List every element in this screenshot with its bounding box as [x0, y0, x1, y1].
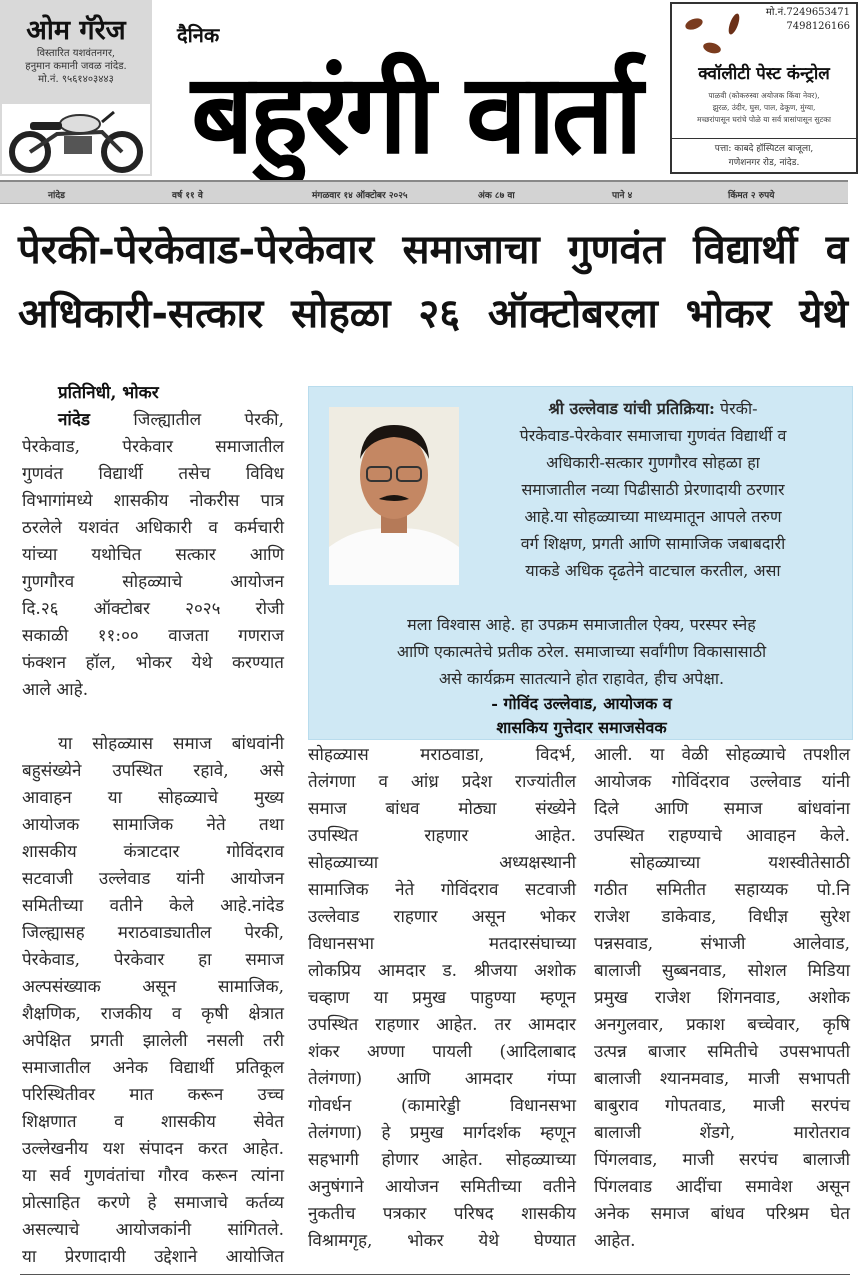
ad-left-line: विस्तारित यशवंतनगर,: [36, 48, 116, 59]
article-line: प्रमुख राजेश शिंगनवाड, अशोक: [594, 988, 850, 1008]
newspaper-title: बहुरंगी वार्ता: [191, 50, 639, 178]
quote-line: समाजातील नव्या पिढीसाठी प्रेरणादायी ठरणार: [521, 480, 785, 499]
ad-left-name: ओम गॅरेज: [26, 15, 126, 46]
article-line: गोवर्धन (कामारेड्डी विधानसभा: [308, 1096, 576, 1116]
ad-right-desc-line: झुरळ, उंदीर, घुस, पाल, ढेकूण, मुंग्या,: [712, 103, 816, 112]
article-line: समाज बांधव मोठ्या संख्येने: [308, 799, 576, 819]
quote-line: वर्ग शिक्षण, प्रगती आणि सामाजिक जबाबदारी: [520, 534, 786, 553]
masthead: [175, 8, 655, 178]
article-column-2: [308, 742, 576, 1255]
article-line: लोकप्रिय आमदार ड. श्रीजया अशोक: [308, 961, 576, 981]
article-line: तेलंगणा व आंध्र प्रदेश राज्यांतील: [308, 772, 576, 792]
article-column-1-bottom: [22, 731, 284, 1271]
article-line: गुणवंत विद्यार्थी तसेच विविध: [22, 464, 284, 484]
article-line: आयोजक सामाजिक नेते तथा: [22, 815, 284, 835]
article-line: बाबुराव गोपतवाड, माजी सरपंच: [594, 1096, 850, 1116]
article-column-3: [594, 742, 850, 1255]
motorcycle-icon: [2, 104, 150, 174]
signature-line: शासकिय गुत्तेदार समाजसेवक: [496, 718, 667, 737]
article-line: बालाजी सुब्बनवाड, सोशल मिडिया: [594, 961, 850, 981]
bottom-rule: [20, 1274, 850, 1275]
edition-city: नांदेड: [48, 191, 65, 201]
article-line-text: जिल्ह्यातील पेरकी,: [89, 410, 284, 430]
article-line: सोहळ्यास मराठवाडा, विदर्भ,: [308, 745, 576, 765]
article-line: राजेश डाकेवाड, विधीज्ञ सुरेश: [594, 907, 850, 927]
article-line: दि.२६ ऑक्टोबर २०२५ रोजी: [22, 599, 284, 619]
article-line: पेरकेवाड, पेरकेवार समाजातील: [22, 437, 284, 457]
quote-line: असे कार्यक्रम सातत्याने होत राहावेत, हीच अपेक्षा.: [438, 669, 725, 688]
article-line: [22, 407, 284, 434]
article-line: शंकर अण्णा पायली (आदिलाबाद: [308, 1042, 576, 1062]
ad-right-address-line: गणेशनगर रोड, नांदेड.: [728, 158, 800, 168]
ad-left-line: मो.नं. ९५६१४०३४४३: [38, 74, 114, 85]
article-byline: प्रतिनिधी, भोकर: [58, 383, 159, 403]
article-line: तेलंगणा) आणि आमदार गंप्पा: [308, 1069, 576, 1089]
article-line: आहेत.: [594, 1231, 636, 1251]
article-line: चव्हाण या प्रमुख पाहुण्या म्हणून: [308, 988, 576, 1008]
article-line: उपस्थित राहणार आहेत. तर आमदार: [308, 1015, 576, 1035]
quote-heading: श्री उल्लेवाड यांची प्रतिक्रिया:: [548, 399, 715, 418]
ad-right-address: [672, 142, 856, 170]
article-line: प्रोत्साहित करणे हे समाजाचे कर्तव्य: [22, 1193, 284, 1213]
article-line: आली. या वेळी सोहळ्याचे तपशील: [594, 745, 850, 765]
article-line: आवाहन या सोहळ्याचे मुख्य: [22, 788, 284, 808]
article-line: विधानसभा मतदारसंघाच्या: [308, 934, 576, 954]
cockroach-icon: [680, 10, 760, 60]
article-line: बालाजी श्यानमवाड, माजी सभापती: [594, 1069, 850, 1089]
edition-issue: अंक ८७ वा: [478, 191, 515, 201]
article-line: जिल्ह्यासह मराठवाड्यातील पेरकी,: [22, 923, 284, 943]
ad-right-phone: 7498126166: [786, 21, 850, 32]
article-line: सोहळ्याच्या यशस्वीतेसाठी: [630, 853, 850, 873]
article-line: उपस्थित राहण्याचे आवाहन केले.: [594, 826, 850, 846]
article-line: यांच्या यथोचित सत्कार आणि: [22, 545, 284, 565]
article-line: बहुसंख्येने उपस्थित रहावे, असे: [22, 761, 284, 781]
article-line: ठरलेले यशवंत अधिकारी व कर्मचारी: [22, 518, 284, 538]
article-line: सामाजिक नेते गोविंदराव सटवाजी: [308, 880, 576, 900]
article-line: सहभागी होणार आहेत. सोहळ्याच्या: [308, 1150, 576, 1170]
article-line: या सोहळ्यास समाज बांधवांनी: [58, 734, 284, 754]
article-line: उल्लेवाड राहणार असून भोकर: [308, 907, 576, 927]
article-line: उत्पन्न बाजार समितीचे उपसभापती: [594, 1042, 850, 1062]
article-line: या प्रेरणादायी उद्देशाने आयोजित: [22, 1247, 284, 1267]
article-line: पिंगलवाड, माजी सरपंच बालाजी: [594, 1150, 850, 1170]
quote-line: आहे.या सोहळ्याच्या माध्यमातून आपले तरुण: [524, 507, 782, 526]
edition-date: मंगळवार १४ ऑक्टोबर २०२५: [312, 191, 408, 201]
edition-price: किंमत २ रुपये: [728, 191, 775, 201]
article-line: उपस्थित राहणार आहेत.: [308, 826, 576, 846]
divider: [672, 138, 856, 139]
article-line: अनेक समाज बांधव परिश्रम घेत: [594, 1204, 850, 1224]
ad-right-phones: [766, 6, 850, 34]
quote-line: याकडे अधिक दृढतेने वाटचाल करतील, असा: [525, 561, 781, 580]
article-line: दिले आणि समाज बांधवांना: [594, 799, 850, 819]
ad-right-address-line: पत्ता: काबदे हॉस्पिटल बाजूला,: [714, 144, 814, 154]
ad-pest-control: [670, 2, 858, 174]
article-line: बालाजी शेंडगे, मारोतराव: [594, 1123, 850, 1143]
quote-line-text: पेरकी-: [714, 399, 758, 418]
article-line: गुणगौरव सोहळ्याचे आयोजन: [22, 572, 284, 592]
article-line: समितीच्या वतीने केले आहे.नांदेड: [22, 896, 284, 916]
quote-signature: [319, 692, 844, 740]
article-line: सोहळ्याच्या अध्यक्षस्थानी: [308, 853, 576, 873]
article-line: उल्लेखनीय यश संपादन करत आहेत.: [22, 1139, 284, 1159]
quote-line: अधिकारी-सत्कार गुणगौरव सोहळा हा: [546, 453, 760, 472]
ad-right-name: क्वॉलीटी पेस्ट कंन्ट्रोल: [698, 64, 830, 84]
article-column-1-top: [22, 380, 284, 704]
headline-line: अधिकारी-सत्कार सोहळा २६ ऑक्टोबरला भोकर येथे: [18, 291, 848, 337]
article-line: तेलंगणा) हे प्रमुख मार्गदर्शक म्हणून: [308, 1123, 576, 1143]
article-headline: [18, 218, 848, 346]
article-line: या सर्व गुणवंतांचा गौरव करून त्यांना: [22, 1166, 284, 1186]
quote-text-beside-photo: [465, 395, 841, 584]
article-line: आले आहे.: [22, 680, 89, 700]
article-line: अपेक्षित प्रगती झालेली नसली तरी: [22, 1031, 284, 1051]
article-line: शासकीय कंत्राटदार गोविंदराव: [22, 842, 284, 862]
ad-right-desc-line: मच्छरांपासून घरांचे पोळे या सर्व त्रासांपासून सुटका: [697, 115, 831, 124]
article-line: सकाळी ११:०० वाजता गणराज: [22, 626, 284, 646]
quote-line: मला विश्वास आहे. हा उपक्रम समाजातील ऐक्य, परस्पर स्नेह: [407, 615, 756, 634]
quote-line: [465, 395, 841, 422]
article-line: गठीत समितीत सहाय्यक पो.नि: [594, 880, 850, 900]
article-line: विभागांमध्ये शासकीय नोकरीस पात्र: [22, 491, 284, 511]
article-line: विश्रामगृह, भोकर येथे घेण्यात: [308, 1231, 576, 1251]
article-line: पेरकेवाड, पेरकेवार हा समाज: [22, 950, 284, 970]
ad-om-garage: [0, 0, 152, 176]
article-line: अनगुलवार, प्रकाश बच्चेवार, कृषि: [594, 1015, 850, 1035]
quote-box: [308, 386, 853, 740]
article-line: अनुषंगाने आयोजन समितीच्या वतीने: [308, 1177, 576, 1197]
article-line: परिस्थितीवर मात करून उच्च: [22, 1085, 284, 1105]
article-line: आयोजक गोविंदराव उल्लेवाड यांनी: [594, 772, 850, 792]
quote-line: पेरकेवाड-पेरकेवार समाजाचा गुणवंत विद्यार्थी व: [519, 426, 787, 445]
article-line: अल्पसंख्याक असून सामाजिक,: [22, 977, 284, 997]
quote-line: आणि एकात्मतेचे प्रतीक ठरेल. समाजाच्या सर्वांगीण विकासासाठी: [396, 642, 767, 661]
ad-right-desc: [674, 90, 854, 126]
organizer-photo: [329, 407, 459, 585]
ad-left-line: हनुमान कमानी जवळ नांदेड.: [25, 61, 127, 72]
ad-right-desc-line: पाळवी (कोकरुस्वा अयोजक किंवा नेवर),: [708, 91, 820, 100]
article-line: समाजातील अनेक विद्यार्थी प्रतिकूल: [22, 1058, 284, 1078]
edition-pages: पाने ४: [612, 191, 633, 201]
article-line: पिंगलवाड आदींचा समावेश असून: [594, 1177, 850, 1197]
signature-line: - गोविंद उल्लेवाड, आयोजक व: [491, 694, 672, 713]
article-line: नुकतीच पत्रकार परिषद शासकीय: [308, 1204, 576, 1224]
article-line: सटवाजी उल्लेवाड यांनी आयोजन: [22, 869, 284, 889]
edition-info-bar: [0, 180, 848, 204]
article-line: पन्नसवाड, संभाजी आलेवाड,: [594, 934, 850, 954]
newspaper-daily-label: दैनिक: [177, 23, 220, 47]
article-lead-word: नांदेड: [58, 410, 90, 430]
quote-text-full-width: [319, 611, 844, 692]
article-line: फंक्शन हॉल, भोकर येथे करण्यात: [22, 653, 284, 673]
edition-year: वर्ष ११ वे: [172, 191, 203, 201]
ad-right-phone: मो.नं.7249653471: [765, 7, 850, 18]
article-line: असल्याचे आयोजकांनी सांगितले.: [22, 1220, 284, 1240]
article-line: शैक्षणिक, राजकीय व कृषी क्षेत्रात: [22, 1004, 284, 1024]
headline-line: पेरकी-पेरकेवाड-पेरकेवार समाजाचा गुणवंत विद्यार्थी व: [18, 227, 848, 273]
article-line: शिक्षणात व शासकीय सेवेत: [22, 1112, 284, 1132]
